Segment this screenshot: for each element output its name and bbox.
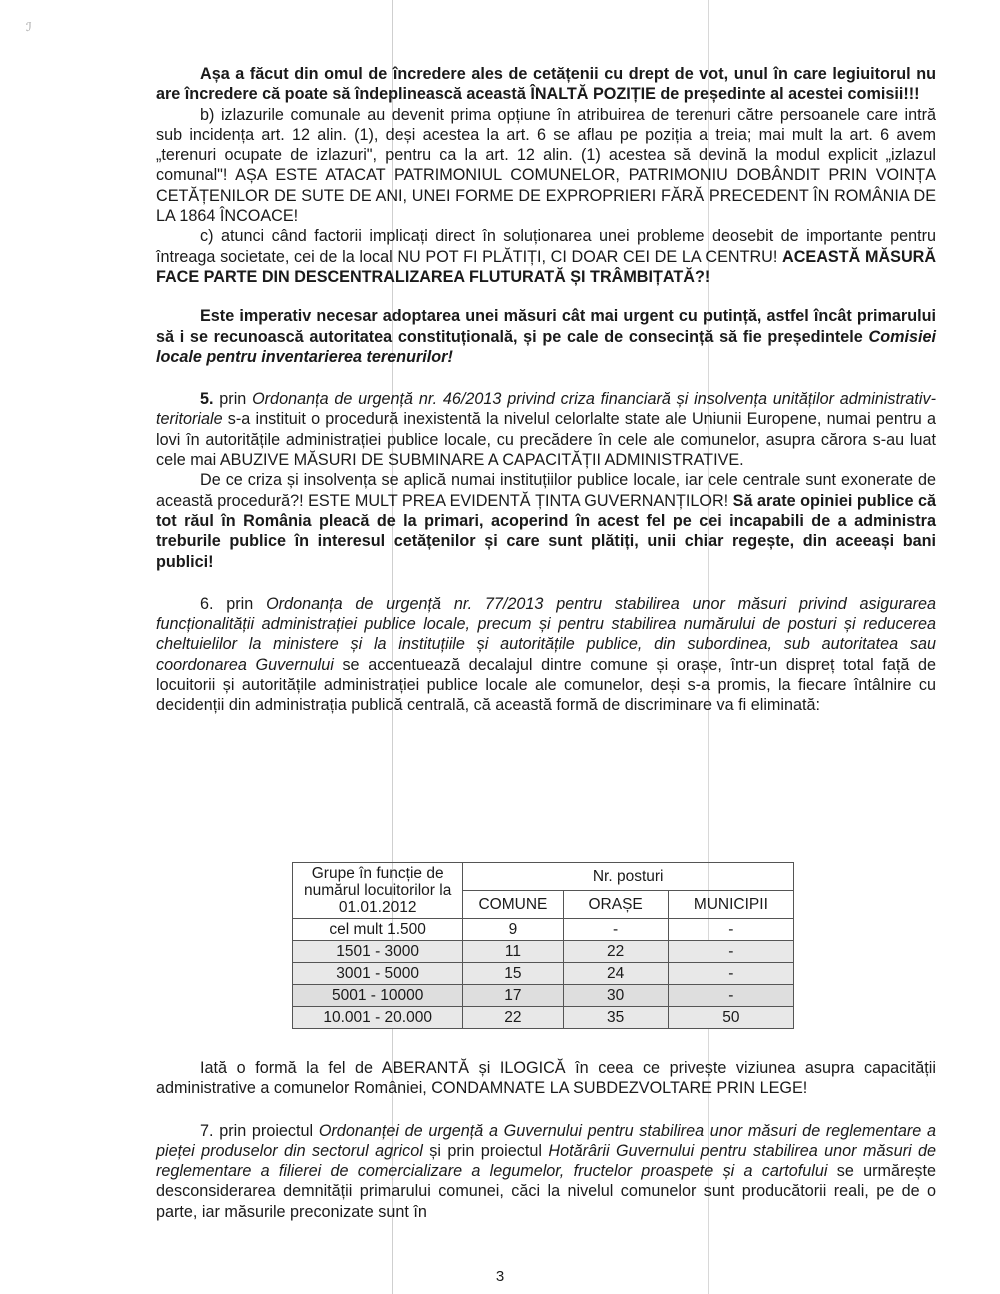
- decision-title: Hotărârii Guvernului pentru stabilirea unor măsuri de reglementare a filierei de comercializare a legumelor, fructelor proaspete și a cartofului: [156, 1141, 936, 1181]
- paragraph-emphasis: Comisiei locale pentru inventarierea terenurilor!: [156, 327, 936, 366]
- table-header-municipii: MUNICIPII: [668, 891, 793, 919]
- paragraph-text: se urmărește desconsiderarea demnității primarului comunei, căci la nivelul comunelor sunt producătorii reali, pe de o parte, iar măsurile preconizate sunt în: [156, 1162, 936, 1221]
- paragraph: [156, 1121, 936, 1222]
- paragraph-text: 7. prin proiectul: [200, 1121, 319, 1140]
- table-cell: 10.001 - 20.000: [293, 1007, 463, 1029]
- table-row: [293, 963, 794, 985]
- table-cell: 50: [668, 1007, 793, 1029]
- table-cell: 22: [563, 941, 668, 963]
- table-cell: 30: [563, 985, 668, 1007]
- paragraph-text: și prin proiectul: [422, 1141, 549, 1160]
- paragraph-text: Este imperativ necesar adoptarea unei măsuri cât mai urgent cu putință, astfel încât primarului să i se recunoască autoritatea constituțională, și pe cale de consecință să fie președintele: [156, 307, 936, 346]
- table-row: [293, 1007, 794, 1029]
- paragraph-text: c) atunci când factorii implicați direct în soluționarea unei probleme deosebit de importante pentru întreaga societate, cei de la local NU POT FI PLĂTIȚI, CI DOAR CEI DE LA CENTRU!: [156, 227, 936, 266]
- ordinance-title: Ordonanța de urgență nr. 77/2013 pentru stabilirea unor măsuri privind asigurarea funcționalității administrației publice locale, precum și pentru stabilirea numărului de posturi și reducerea cheltuielilor la ministere și la instituțiile și autoritățile publice, din subordinea, sub autoritatea sau coordonarea Guvernului: [156, 594, 936, 674]
- body-text-bottom: [156, 1058, 936, 1222]
- table-cell: 9: [463, 919, 563, 941]
- paragraph-text: prin: [219, 390, 253, 409]
- posts-table: [292, 862, 794, 1029]
- margin-mark: ℐ: [26, 20, 32, 34]
- paragraph: [156, 226, 936, 287]
- paragraph: Așa a făcut din omul de încredere ales de cetățenii cu drept de vot, unul în care legiuitorul nu are încredere că poate să îndeplinească această ÎNALTĂ POZIȚIE de președinte al acestei comisii!!!: [156, 65, 936, 104]
- paragraph-text: De ce criza și insolvența se aplică numai instituțiilor publice locale, iar cele centrale sunt exonerate de această procedură?! ESTE MULT PREA EVIDENTĂ ȚINTA GUVERNANȚILOR!: [156, 471, 936, 510]
- table-cell: cel mult 1.500: [293, 919, 463, 941]
- table-row: [293, 941, 794, 963]
- paragraph-emphasis: ACEASTĂ MĂSURĂ FACE PARTE DIN DESCENTRALIZAREA FLUTURATĂ ȘI TRÂMBIȚATĂ?!: [156, 247, 937, 286]
- ordinance-title: Ordonanței de urgență a Guvernului pentru stabilirea unor măsuri de reglementare a pieței produselor din sectorul agricol: [156, 1121, 937, 1160]
- table-row: [293, 985, 794, 1007]
- page-number: 3: [495, 1268, 505, 1285]
- paragraph: [156, 389, 936, 470]
- table-cell: -: [668, 919, 793, 941]
- table-cell: 22: [463, 1007, 563, 1029]
- table-header-orase: ORAȘE: [563, 891, 668, 919]
- table-header-comune: COMUNE: [463, 891, 563, 919]
- table-cell: -: [668, 985, 793, 1007]
- table-header-group: Grupe în funcție de numărul locuitorilor la 01.01.2012: [293, 863, 463, 919]
- paragraph-text: 6. prin: [200, 594, 267, 613]
- paragraph: [156, 470, 936, 571]
- paragraph: Iată o formă la fel de ABERANTĂ și ILOGICĂ în ceea ce privește viziunea asupra capacității administrative a comunelor României, CONDAMNATE LA SUBDEZVOLTARE PRIN LEGE!: [156, 1059, 936, 1098]
- table-cell: -: [563, 919, 668, 941]
- paragraph-text: s-a instituit o procedură inexistentă la nivelul celorlalte state ale Uniunii Europene, numai pentru a lovi în autoritățile administrației publice locale, cu precădere în cele ale comunelor, asupra cărora s-au luat cele mai ABUZIVE MĂSURI DE SUBMINARE A CAPACITĂȚII ADMINISTRATIVE.: [156, 410, 936, 470]
- table-cell: 1501 - 3000: [293, 941, 463, 963]
- table-header-posts: Nr. posturi: [463, 863, 794, 891]
- paragraph: b) izlazurile comunale au devenit prima opțiune în atribuirea de terenuri către persoanele care intră sub incidența art. 12 alin. (1), deși acestea la art. 6 se aflau pe poziția a treia; mai mult la art. 6 avem „terenuri ocupate de izlazuri", pentru ca la art. 12 alin. (1) acestea să devină la modul explicit „izlazul comunal"! AȘA ESTE ATACAT PATRIMONIUL COMUNELOR, PATRIMONIU DOBÂNDIT PRIN VOINȚA CETĂȚENILOR DE SUTE DE ANI, UNEI FORME DE EXPROPRIERI FĂRĂ PRECEDENT ÎN ROMÂNIA DE LA 1864 ÎNCOACE!: [156, 105, 936, 226]
- body-text-top: [156, 64, 936, 716]
- table-cell: 11: [463, 941, 563, 963]
- table-cell: 17: [463, 985, 563, 1007]
- table-cell: 3001 - 5000: [293, 963, 463, 985]
- table-cell: 35: [563, 1007, 668, 1029]
- ordinance-title: Ordonanța de urgență nr. 46/2013 privind criza financiară și insolvența unităților administrativ-teritoriale: [156, 390, 936, 429]
- paragraph: [156, 594, 936, 716]
- table-cell: 15: [463, 963, 563, 985]
- table-cell: 5001 - 10000: [293, 985, 463, 1007]
- paragraph: [156, 306, 936, 367]
- table-cell: 24: [563, 963, 668, 985]
- paragraph-text: se accentuează decalajul dintre comune și orașe, într-un dispreț total față de locuitorii și autoritățile administrației publice locale ale comunelor, deși s-a promis, la fiecare întâlnire cu decidenții din administrația publică centrală, că această formă de discriminare va fi eliminată:: [156, 655, 936, 715]
- table-cell: -: [668, 963, 793, 985]
- paragraph-emphasis: Să arate opiniei publice că tot răul în România pleacă de la primari, acoperind în acest fel pe cei incapabili de a administra treburile publice în interesul cetățenilor și care sunt plătiți, unii chiar regește, din aceeași bani publici!: [156, 491, 936, 571]
- paragraph-number: 5.: [200, 390, 220, 409]
- table-cell: -: [668, 941, 793, 963]
- table-row: [293, 919, 794, 941]
